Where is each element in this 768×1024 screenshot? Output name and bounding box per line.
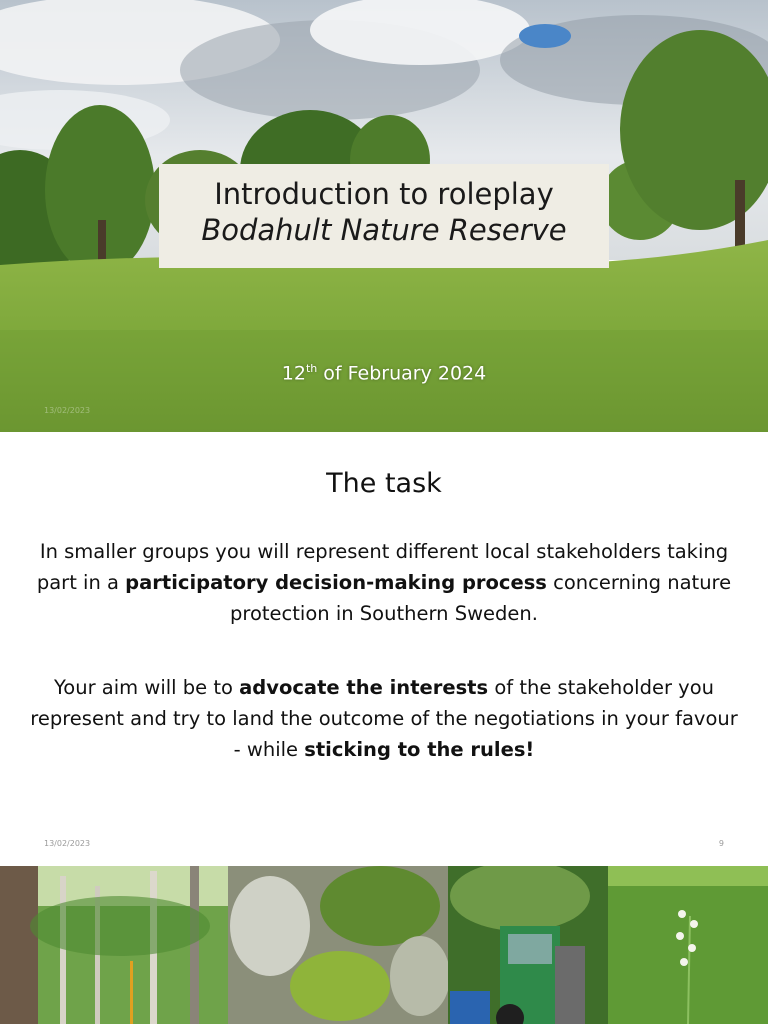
paragraph1-text-end: concerning nature protection in Southern Sweden. bbox=[230, 571, 732, 625]
slide1-footer-date: 13/02/2023 bbox=[44, 406, 91, 415]
task-paragraph-1 bbox=[30, 536, 738, 629]
presentation-title: Introduction to roleplay bbox=[214, 177, 554, 211]
title-slide bbox=[0, 0, 768, 432]
title-box bbox=[159, 164, 609, 268]
task-slide bbox=[0, 432, 768, 866]
paragraph2-bold-2: sticking to the rules! bbox=[304, 738, 535, 761]
paragraph1-bold: participatory decision-making process bbox=[125, 571, 547, 594]
presentation-date bbox=[0, 362, 768, 384]
paragraph2-bold-1: advocate the interests bbox=[239, 676, 489, 699]
paragraph2-text-mid: of the stakeholder you represent and try to land the outcome of the negotiations in your favour - while bbox=[30, 676, 738, 761]
paragraph2-text: Your aim will be to bbox=[53, 676, 240, 699]
forest-photo bbox=[0, 866, 228, 1024]
lichen-photo bbox=[228, 866, 450, 1024]
presentation-subtitle: Bodahult Nature Reserve bbox=[201, 213, 567, 247]
slide2-footer-date: 13/02/2023 bbox=[44, 839, 91, 848]
task-heading: The task bbox=[326, 468, 442, 499]
orchid-meadow-photo bbox=[608, 866, 768, 1024]
date-rest: of February 2024 bbox=[317, 362, 487, 385]
paragraph1-text: In smaller groups you will represent different local stakeholders taking part in a bbox=[36, 540, 729, 594]
date-day: 12 bbox=[281, 362, 306, 385]
photo-strip-slide bbox=[0, 866, 768, 1024]
forestry-machine-photo bbox=[448, 866, 608, 1024]
slide2-page-number: 9 bbox=[718, 839, 724, 848]
photo-collage bbox=[0, 866, 768, 1024]
date-suffix: th bbox=[305, 362, 318, 375]
task-paragraph-2 bbox=[30, 672, 738, 765]
